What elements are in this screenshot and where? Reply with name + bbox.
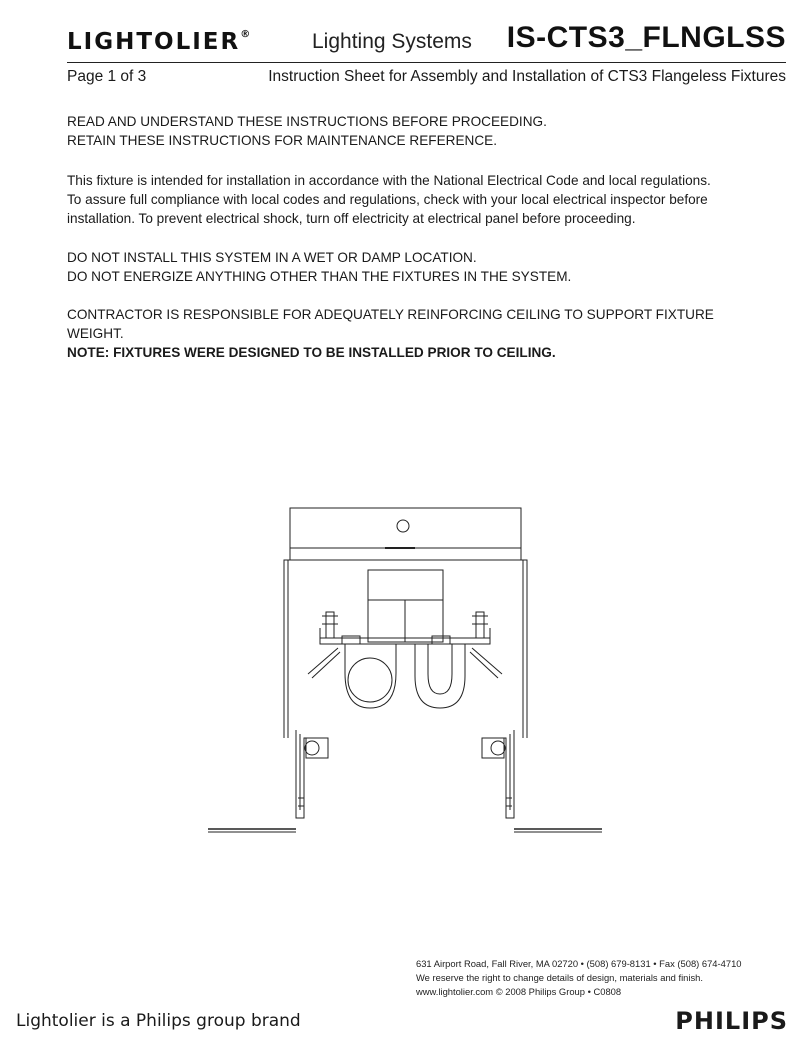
left-trim-channel: [296, 730, 328, 818]
instruction-line: To assure full compliance with local codes and regulations, check with your local electrical inspector before: [67, 192, 708, 207]
right-lamp-holder: [415, 644, 465, 708]
installation-note: NOTE: FIXTURES WERE DESIGNED TO BE INSTALLED PRIOR TO CEILING.: [67, 345, 556, 360]
document-id: IS-CTS3_FLNGLSS: [506, 21, 786, 54]
housing-left-wall: [284, 548, 290, 738]
company-address: 631 Airport Road, Fall River, MA 02720 • (508) 679-8131 • Fax (508) 674-4710: [416, 958, 742, 969]
right-spring-clip: [472, 648, 502, 674]
footer-address-block: [416, 957, 742, 999]
brand-subtitle: Lighting Systems: [312, 30, 472, 53]
left-lamp: [348, 658, 392, 702]
housing-right-wall: [521, 548, 527, 738]
instruction-paragraph-2: [67, 171, 767, 228]
right-bracket-screw: [472, 612, 488, 638]
instruction-line: DO NOT INSTALL THIS SYSTEM IN A WET OR DAMP LOCATION.: [67, 250, 477, 265]
website-copyright: www.lightolier.com © 2008 Philips Group • C0808: [416, 986, 622, 997]
disclaimer: We reserve the right to change details of design, materials and finish.: [416, 972, 703, 983]
instruction-line: CONTRACTOR IS RESPONSIBLE FOR ADEQUATELY REINFORCING CEILING TO SUPPORT FIXTURE WEIGHT.: [67, 307, 714, 341]
instruction-line: DO NOT ENERGIZE ANYTHING OTHER THAN THE FIXTURES IN THE SYSTEM.: [67, 269, 572, 284]
right-adjust-screw: [491, 741, 505, 755]
instruction-paragraph-3: [67, 248, 767, 286]
right-lamp-u: [428, 644, 452, 694]
instruction-paragraph-4: [67, 305, 767, 362]
instruction-paragraph-1: [67, 112, 767, 150]
left-adjust-screw: [305, 741, 319, 755]
junction-box: [290, 508, 521, 548]
philips-logo: PHILIPS: [675, 1007, 788, 1035]
left-bracket-screw: [322, 612, 338, 638]
page-number: Page 1 of 3: [67, 68, 147, 85]
left-lamp-holder: [345, 644, 396, 708]
fixture-cross-section-diagram: [200, 498, 610, 838]
right-trim-channel: [482, 730, 514, 818]
instruction-line: READ AND UNDERSTAND THESE INSTRUCTIONS BEFORE PROCEEDING.: [67, 114, 547, 129]
instruction-line: RETAIN THESE INSTRUCTIONS FOR MAINTENANCE REFERENCE.: [67, 133, 498, 148]
header-rule: [67, 62, 786, 63]
brand-logo: [67, 29, 250, 55]
registered-mark: ®: [240, 29, 251, 40]
instruction-line: installation. To prevent electrical shock, turn off electricity at electrical panel before proceeding.: [67, 211, 636, 226]
sheet-title: Instruction Sheet for Assembly and Installation of CTS3 Flangeless Fixtures: [268, 68, 786, 85]
knockout-hole: [397, 520, 409, 532]
brand-statement: Lightolier is a Philips group brand: [16, 1011, 301, 1031]
instruction-line: This fixture is intended for installation in accordance with the National Electrical Code and local regulations.: [67, 173, 711, 188]
left-spring-clip: [308, 648, 338, 674]
brand-name: LIGHTOLIER: [67, 29, 241, 55]
